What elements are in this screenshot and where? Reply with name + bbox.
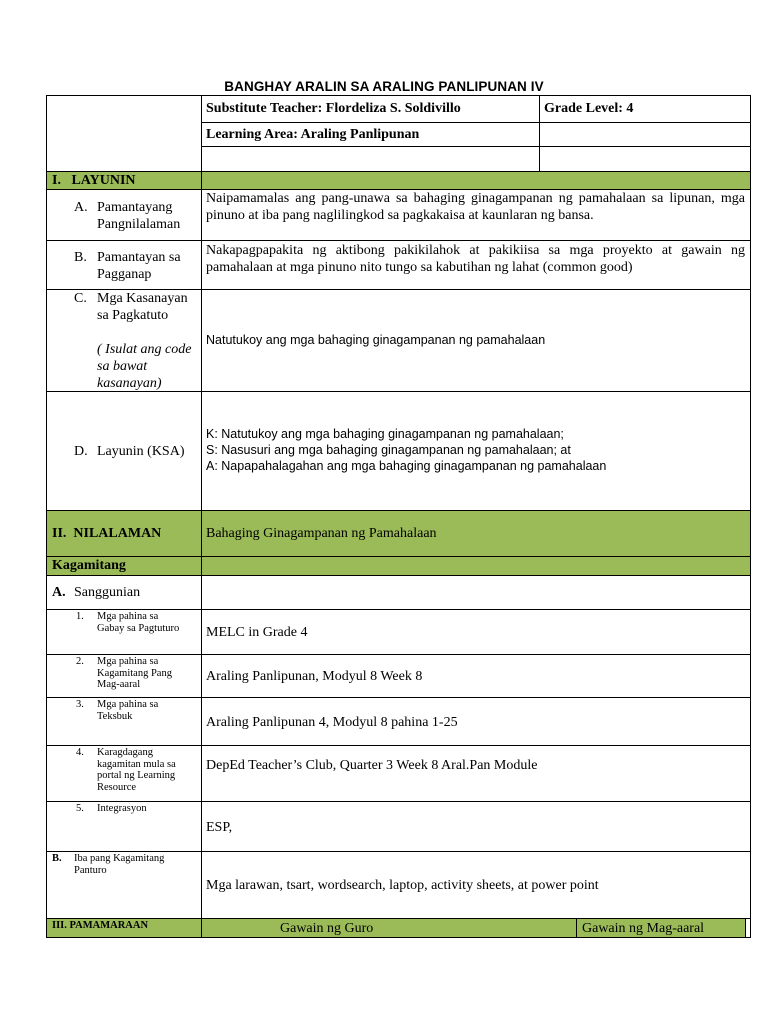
document-title: BANGHAY ARALIN SA ARALING PANLIPUNAN IV <box>224 79 544 94</box>
sanggunian-label: Sanggunian <box>74 585 141 600</box>
grid-line <box>201 122 751 123</box>
pamamaraan-guro-fill <box>202 919 576 937</box>
reference-number: 2. <box>76 656 84 667</box>
grade-level: Grade Level: 4 <box>544 101 634 116</box>
reference-label: Integrasyon <box>97 803 147 814</box>
reference-label: Mga pahina sa Teksbuk <box>97 699 159 722</box>
reference-label: Karagdagang kagamitan mula sa portal ng Learning Resource <box>97 747 176 793</box>
layunin-d-marker: D. <box>74 444 88 459</box>
grid-line <box>745 918 746 938</box>
learning-area: Learning Area: Araling Panlipunan <box>206 127 420 142</box>
grid-line <box>750 95 751 938</box>
grid-line <box>46 937 751 938</box>
layunin-d-skill: S: Nasusuri ang mga bahaging ginagampanan ng pamahalaan; at <box>206 443 571 457</box>
layunin-a-label: Pamantayang Pangnilalaman <box>97 200 181 232</box>
gawain-ng-guro: Gawain ng Guro <box>280 921 374 936</box>
kagamitang-row-fill <box>47 557 750 575</box>
layunin-d-attitude: A: Napapahalagahan ang mga bahaging ginagampanan ng pamahalaan <box>206 459 607 473</box>
iba-value: Mga larawan, tsart, wordsearch, laptop, activity sheets, at power point <box>206 878 599 893</box>
gawain-ng-mag-aaral: Gawain ng Mag-aaral <box>582 921 705 936</box>
grid-line <box>201 95 202 938</box>
layunin-a-text: Naipamamalas ang pang-unawa sa bahaging ginagampanan ng pamahalaan sa lipunan, mga pinuno at iba pang naglilingkod sa pagkakaisa at kaunlaran ng bansa. <box>206 191 745 223</box>
layunin-c-marker: C. <box>74 291 87 306</box>
reference-value: ESP, <box>206 820 233 835</box>
layunin-b-label: Pamantayan sa Pagganap <box>97 250 181 282</box>
nilalaman-heading: II. NILALAMAN <box>52 526 162 541</box>
grid-line <box>46 510 751 511</box>
reference-label: Mga pahina sa Gabay sa Pagtuturo <box>97 611 180 634</box>
substitute-teacher: Substitute Teacher: Flordeliza S. Soldivillo <box>206 101 461 116</box>
sanggunian-marker: A. <box>52 585 66 600</box>
iba-marker: B. <box>52 853 62 864</box>
layunin-b-text: Nakapagpapakita ng aktibong pakikilahok at pakikiisa sa mga proyekto at gawain ng pamahalaan at mga pinuno nito tungo sa kabutihan ng lahat (common good) <box>206 243 745 275</box>
reference-label: Mga pahina sa Kagamitang Pang Mag-aaral <box>97 656 172 690</box>
grid-line <box>46 609 751 610</box>
layunin-a-marker: A. <box>74 200 88 215</box>
grid-line <box>46 556 751 557</box>
reference-number: 3. <box>76 699 84 710</box>
grid-line <box>46 697 751 698</box>
reference-value: Araling Panlipunan 4, Modyul 8 pahina 1-25 <box>206 715 458 730</box>
grid-line <box>46 95 751 96</box>
grid-line <box>46 745 751 746</box>
grid-line <box>46 240 751 241</box>
reference-number: 4. <box>76 747 84 758</box>
kagamitang-heading: Kagamitang <box>52 558 126 573</box>
reference-value: Araling Panlipunan, Modyul 8 Week 8 <box>206 669 423 684</box>
layunin-d-label: Layunin (KSA) <box>97 444 185 459</box>
layunin-d-knowledge: K: Natutukoy ang mga bahaging ginagampanan ng pamahalaan; <box>206 427 564 441</box>
iba-label: Iba pang Kagamitang Panturo <box>74 853 165 876</box>
nilalaman-text: Bahaging Ginagampanan ng Pamahalaan <box>206 526 437 541</box>
layunin-heading: I. LAYUNIN <box>52 173 136 188</box>
grid-line <box>46 801 751 802</box>
layunin-c-text: Natutukoy ang mga bahaging ginagampanan ng pamahalaan <box>206 333 546 347</box>
grid-line <box>539 95 540 172</box>
reference-number: 5. <box>76 803 84 814</box>
grid-line <box>46 575 751 576</box>
layunin-b-marker: B. <box>74 250 87 265</box>
grid-line <box>576 918 577 938</box>
grid-line <box>46 654 751 655</box>
grid-line <box>46 851 751 852</box>
grid-line <box>46 918 751 919</box>
grid-line <box>46 95 47 938</box>
layunin-row-fill <box>47 172 750 189</box>
reference-number: 1. <box>76 611 84 622</box>
grid-line <box>201 146 751 147</box>
reference-value: DepEd Teacher’s Club, Quarter 3 Week 8 Aral.Pan Module <box>206 758 538 773</box>
layunin-c-label: Mga Kasanayan sa Pagkatuto <box>97 291 188 323</box>
pamamaraan-heading: III. PAMAMARAAN <box>52 920 149 931</box>
grid-line <box>46 171 751 172</box>
layunin-c-note: ( Isulat ang code sa bawat kasanayan) <box>97 342 192 391</box>
reference-value: MELC in Grade 4 <box>206 625 308 640</box>
